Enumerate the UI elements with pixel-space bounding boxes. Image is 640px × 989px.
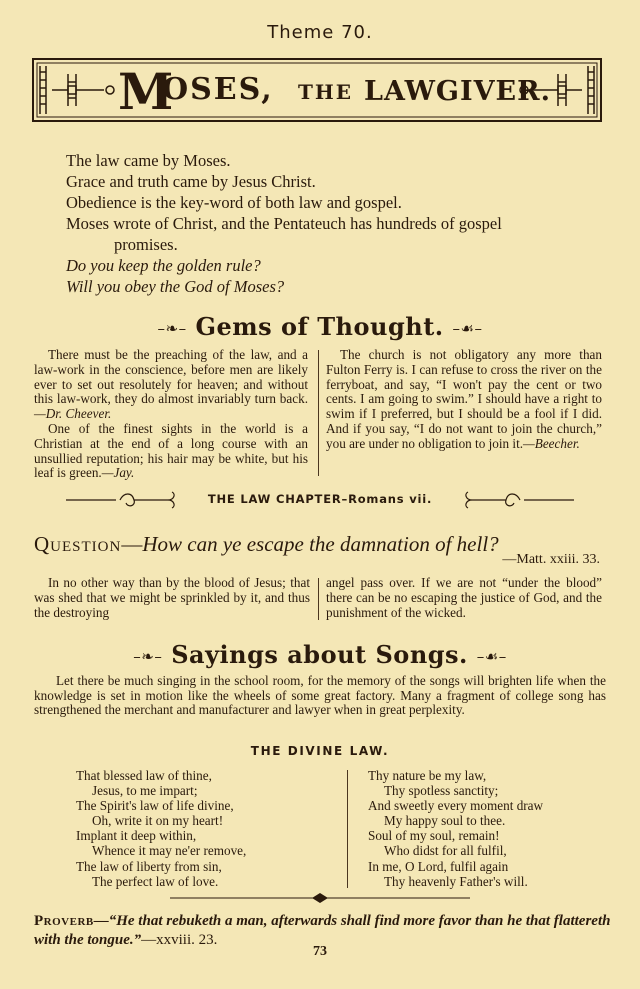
question-text: How can ye escape the damnation of hell? [142, 532, 499, 556]
question-label: Question [34, 532, 122, 556]
intro-line: Obedience is the key-word of both law and gospel. [66, 193, 402, 212]
intro-question: Do you keep the golden rule? [66, 256, 261, 275]
intro-line: Grace and truth came by Jesus Christ. [66, 172, 316, 191]
poem-right-stanzas [368, 768, 608, 889]
question-left-column [34, 576, 310, 620]
poem-line: In me, O Lord, fulfil again [368, 858, 509, 874]
poem-line: Soul of my soul, remain! [368, 828, 500, 844]
banner-title [110, 62, 551, 121]
gems-title: Gems of Thought. [195, 312, 444, 341]
question-right-column [326, 576, 602, 620]
sayings-paragraph: Let there be much singing in the school room, for the memory of the songs will brighten life when the knowledge is set in motion like the wheels of some great factory. Many a fragment of college song has strengthened the merchant and manufacturer and lawyer when in great perplexity. [34, 673, 606, 718]
question-left-text: In no other way than by the blood of Jesus; that was shed that we might be sprinkled by it, and thus the destroying [34, 575, 310, 620]
poem-line: Who didst for all fulfil, [384, 843, 507, 859]
theme-heading: Theme 70. [267, 22, 373, 43]
poem-line: Oh, write it on my heart! [92, 813, 224, 829]
fleuron-left-icon: –❧– [157, 319, 187, 338]
law-chapter-label: THE LAW CHAPTER [207, 492, 342, 506]
poem-line: The perfect law of love. [92, 873, 219, 889]
question-dash: — [121, 532, 143, 556]
poem-line: Thy spotless sanctity; [384, 783, 499, 799]
poem-line: Jesus, to me impart; [92, 783, 198, 799]
column-divider [347, 770, 348, 888]
fleuron-right-icon: –☙– [452, 319, 483, 338]
sayings-title: Sayings about Songs. [171, 640, 468, 669]
fleuron-left-icon: –❧– [133, 647, 163, 666]
banner-word-moses: OSES, [162, 72, 274, 107]
question-line [34, 532, 499, 557]
poem-line: My happy soul to thee. [384, 813, 506, 829]
poem-left-stanzas [76, 768, 336, 889]
proverb-reference: —xxviii. 23. [141, 932, 218, 948]
question-right-text: angel pass over. If we are not “under the blood” there can be no escaping the justice of God, and the punishment of the wicked. [326, 575, 602, 620]
column-divider [318, 350, 319, 476]
page-number: 73 [313, 944, 327, 959]
gems-heading [0, 312, 640, 341]
poem-line: Implant it deep within, [76, 828, 197, 844]
sayings-heading [0, 640, 640, 669]
column-divider [318, 578, 319, 620]
law-chapter-caption [0, 492, 640, 506]
question-reference: —Matt. xxiii. 33. [502, 552, 600, 567]
poem-line: Whence it may ne'er remove, [92, 843, 247, 859]
gems-right-column [326, 348, 602, 452]
fleuron-right-icon: –☙– [476, 647, 507, 666]
poem-line: The law of liberty from sin, [76, 858, 222, 874]
intro-line: The law came by Moses. [66, 151, 231, 170]
proverb-label: Proverb [34, 913, 94, 929]
proverb-text: —“He that rebuketh a man, afterwards shall find more favor than he that flattereth with the tongue.” [34, 913, 611, 948]
gems-left-paragraph: One of the finest sights in the world is a Christian at the end of a long course with an unsullied reputation; his hair may be white, but his leaf is green.—Jay. [34, 420, 308, 481]
poem-end-rule [170, 892, 470, 904]
banner-word-lawgiver: LAWGIVER. [364, 76, 551, 107]
poem-title: THE DIVINE LAW. [250, 744, 390, 758]
intro-question: Will you obey the God of Moses? [66, 277, 285, 296]
banner-initial-letter: M [118, 62, 174, 121]
gems-right-paragraph: The church is not obligatory any more than Fulton Ferry is. I can refuse to cross the river on the ferryboat, and say, “I won't pay the cent or two cents. I am going to swim.” I should have a right to swim if I preferred, but I should be a fool if I did. And if you say, “I do not want to join the church,” you are under no obligation to join it.—Beecher. [326, 347, 602, 451]
intro-block [66, 150, 606, 297]
intro-line: promises. [114, 235, 178, 254]
gems-left-column [34, 348, 308, 481]
banner-word-the: THE [298, 80, 354, 104]
intro-line: Moses wrote of Christ, and the Pentateuch has hundreds of gospel [66, 214, 502, 233]
gems-left-paragraph: There must be the preaching of the law, and a law-work in the conscience, before men are likely ever to set out resolutely for heaven; and without this law-work, they do almost invariably turn back.—Dr. Cheever. [34, 347, 308, 422]
poem-line: Thy nature be my law, [368, 768, 487, 783]
law-chapter-ref: –Romans vii. [341, 492, 433, 506]
poem-line: Thy heavenly Father's will. [384, 873, 528, 889]
poem-line: That blessed law of thine, [76, 768, 212, 783]
poem-line: The Spirit's law of life divine, [76, 798, 234, 814]
poem-line: And sweetly every moment draw [368, 798, 544, 814]
